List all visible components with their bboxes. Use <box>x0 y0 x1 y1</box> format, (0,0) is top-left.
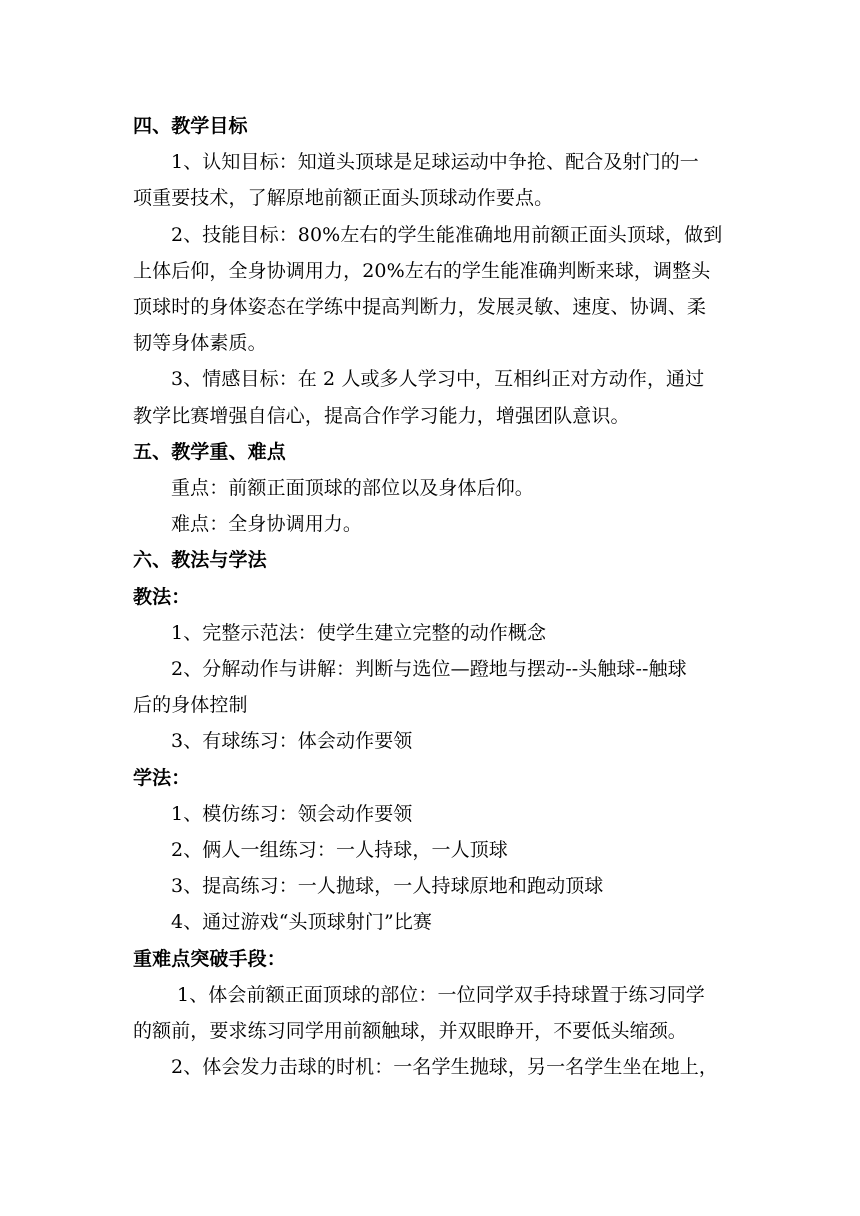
breakthrough-item-2-line-1: 2、体会发力击球的时机：一名学生抛球，另一名学生坐在地上， <box>171 1056 718 1079</box>
breakthrough-methods-label: 重难点突破手段： <box>133 947 286 970</box>
goal-affective-line-2: 教学比赛增强自信心，提高合作学习能力，增强团队意识。 <box>133 404 630 427</box>
difficulty-text: 难点：全身协调用力。 <box>171 513 363 536</box>
teaching-method-item-2-line-1: 2、分解动作与讲解：判断与选位—蹬地与摆动--头触球--触球 <box>171 658 687 681</box>
goal-skill-line-4: 韧等身体素质。 <box>133 332 267 355</box>
learning-method-item-1: 1、模仿练习：领会动作要领 <box>171 802 413 825</box>
goal-cognitive-line-2: 项重要技术，了解原地前额正面头顶球动作要点。 <box>133 187 554 210</box>
teaching-method-label: 教法： <box>133 585 191 608</box>
document-body <box>133 108 733 1085</box>
learning-method-item-4: 4、通过游戏“头顶球射门”比赛 <box>171 911 433 934</box>
breakthrough-item-1-line-1: 1、体会前额正面顶球的部位：一位同学双手持球置于练习同学 <box>177 983 705 1006</box>
breakthrough-item-1-line-2: 的额前，要求练习同学用前额触球，并双眼睁开，不要低头缩颈。 <box>133 1020 687 1043</box>
goal-skill-line-2: 上体后仰，全身协调用力，20%左右的学生能准确判断来球，调整头 <box>133 259 711 282</box>
goal-affective-line-1: 3、情感目标：在 2 人或多人学习中，互相纠正对方动作，通过 <box>171 368 705 391</box>
learning-method-item-3: 3、提高练习：一人抛球，一人持球原地和跑动顶球 <box>171 875 604 898</box>
section-heading-methods: 六、教法与学法 <box>133 549 267 572</box>
key-point-text: 重点：前额正面顶球的部位以及身体后仰。 <box>171 477 534 500</box>
learning-method-label: 学法： <box>133 766 191 789</box>
goal-skill-line-3: 顶球时的身体姿态在学练中提高判断力，发展灵敏、速度、协调、柔 <box>133 296 707 319</box>
goal-cognitive-line-1: 1、认知目标：知道头顶球是足球运动中争抢、配合及射门的一 <box>171 151 699 174</box>
learning-method-item-2: 2、俩人一组练习：一人持球，一人顶球 <box>171 839 508 862</box>
teaching-method-item-2-line-2: 后的身体控制 <box>133 694 248 717</box>
goal-skill-line-1: 2、技能目标：80%左右的学生能准确地用前额正面头顶球，做到 <box>171 223 723 246</box>
section-heading-key-difficult-points: 五、教学重、难点 <box>133 440 286 463</box>
section-heading-teaching-goals: 四、教学目标 <box>133 115 248 137</box>
teaching-method-item-3: 3、有球练习：体会动作要领 <box>171 730 413 753</box>
teaching-method-item-1: 1、完整示范法：使学生建立完整的动作概念 <box>171 621 547 644</box>
